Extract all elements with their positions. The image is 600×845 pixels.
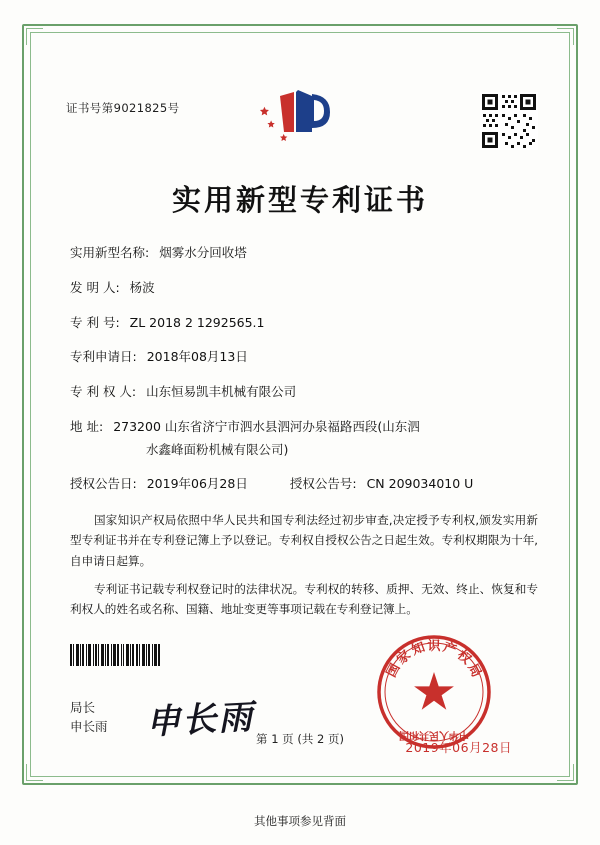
frame-corner-top-left bbox=[26, 28, 43, 45]
seal-date: 2019年06月28日 bbox=[405, 740, 512, 755]
svg-text:识: 识 bbox=[427, 639, 441, 654]
field-list bbox=[70, 244, 542, 510]
field-row-inventor bbox=[70, 279, 542, 298]
address-line-2: 水鑫峰面粉机械有限公司) bbox=[146, 441, 289, 457]
page-title: 实用新型专利证书 bbox=[171, 183, 428, 217]
field-label-grant-date: 授权公告日: bbox=[70, 476, 137, 492]
field-value: 273200 山东省济宁市泗水县泗河办泉福路西段(山东泗 bbox=[113, 418, 420, 434]
paragraph-2: 专利证书记载专利权登记时的法律状况。专利权的转移、质押、无效、终止、恢复和专利权人的姓名或名称、国籍、地址变更等事项记载在专利登记簿上。 bbox=[70, 581, 538, 617]
field-value-grant-date: 2019年06月28日 bbox=[146, 476, 248, 492]
field-label: 地 址: bbox=[70, 418, 104, 434]
field-value: 2018年08月13日 bbox=[146, 349, 248, 365]
qr-code-icon bbox=[480, 92, 538, 150]
field-row-address bbox=[70, 418, 542, 437]
field-label: 实用新型名称: bbox=[70, 245, 150, 260]
svg-text:知: 知 bbox=[409, 639, 428, 659]
svg-text:产: 产 bbox=[440, 639, 459, 659]
frame-corner-bottom-left bbox=[26, 764, 43, 781]
field-value: 烟雾水分回收塔 bbox=[159, 245, 247, 260]
frame-corner-top-right bbox=[557, 28, 574, 45]
svg-text:局: 局 bbox=[464, 661, 484, 680]
signature-title: 局长 bbox=[70, 700, 96, 715]
footer-note: 其他事项参见背面 bbox=[254, 814, 346, 828]
svg-text:国: 国 bbox=[384, 661, 404, 680]
handwritten-signature: 申长雨 bbox=[145, 697, 256, 743]
certificate-content bbox=[48, 48, 552, 765]
field-label: 发 明 人: bbox=[70, 279, 120, 295]
certificate-number: 证书号第9021825号 bbox=[66, 101, 180, 115]
svg-text:权: 权 bbox=[454, 647, 474, 668]
field-value: 山东恒易凯丰机械有限公司 bbox=[146, 384, 297, 399]
field-row-patentee bbox=[70, 383, 542, 402]
legal-paragraphs bbox=[70, 510, 538, 627]
frame-corner-bottom-right bbox=[557, 764, 574, 781]
cnipa-logo-icon bbox=[254, 88, 346, 150]
page-number: 第 1 页 (共 2 页) bbox=[256, 732, 344, 746]
field-label: 专利申请日: bbox=[70, 349, 137, 365]
field-row-application-date bbox=[70, 348, 542, 367]
paragraph-1: 国家知识产权局依照中华人民共和国专利法经过初步审查,决定授予专利权,颁发实用新型专利证书并在专利登记簿上予以登记。专利权自授权公告之日起生效。专利权期限为十年,自申请日起算。 bbox=[70, 513, 538, 568]
field-value: ZL 2018 2 1292565.1 bbox=[129, 314, 265, 330]
field-row-grant-publication bbox=[70, 475, 542, 494]
field-label-publication-number: 授权公告号: bbox=[289, 476, 357, 492]
field-value: 杨波 bbox=[129, 279, 155, 295]
field-row-patent-number bbox=[70, 314, 542, 333]
svg-text:中华人民共和国: 中华人民共和国 bbox=[399, 729, 469, 740]
signature-name: 申长雨 bbox=[70, 719, 108, 735]
field-value-publication-number: CN 209034010 U bbox=[366, 476, 474, 492]
field-label: 专 利 权 人: bbox=[70, 384, 137, 399]
field-row-utility-model-name bbox=[70, 244, 542, 263]
svg-text:家: 家 bbox=[394, 647, 414, 668]
barcode-icon bbox=[70, 644, 186, 666]
field-label: 专 利 号: bbox=[70, 314, 120, 330]
